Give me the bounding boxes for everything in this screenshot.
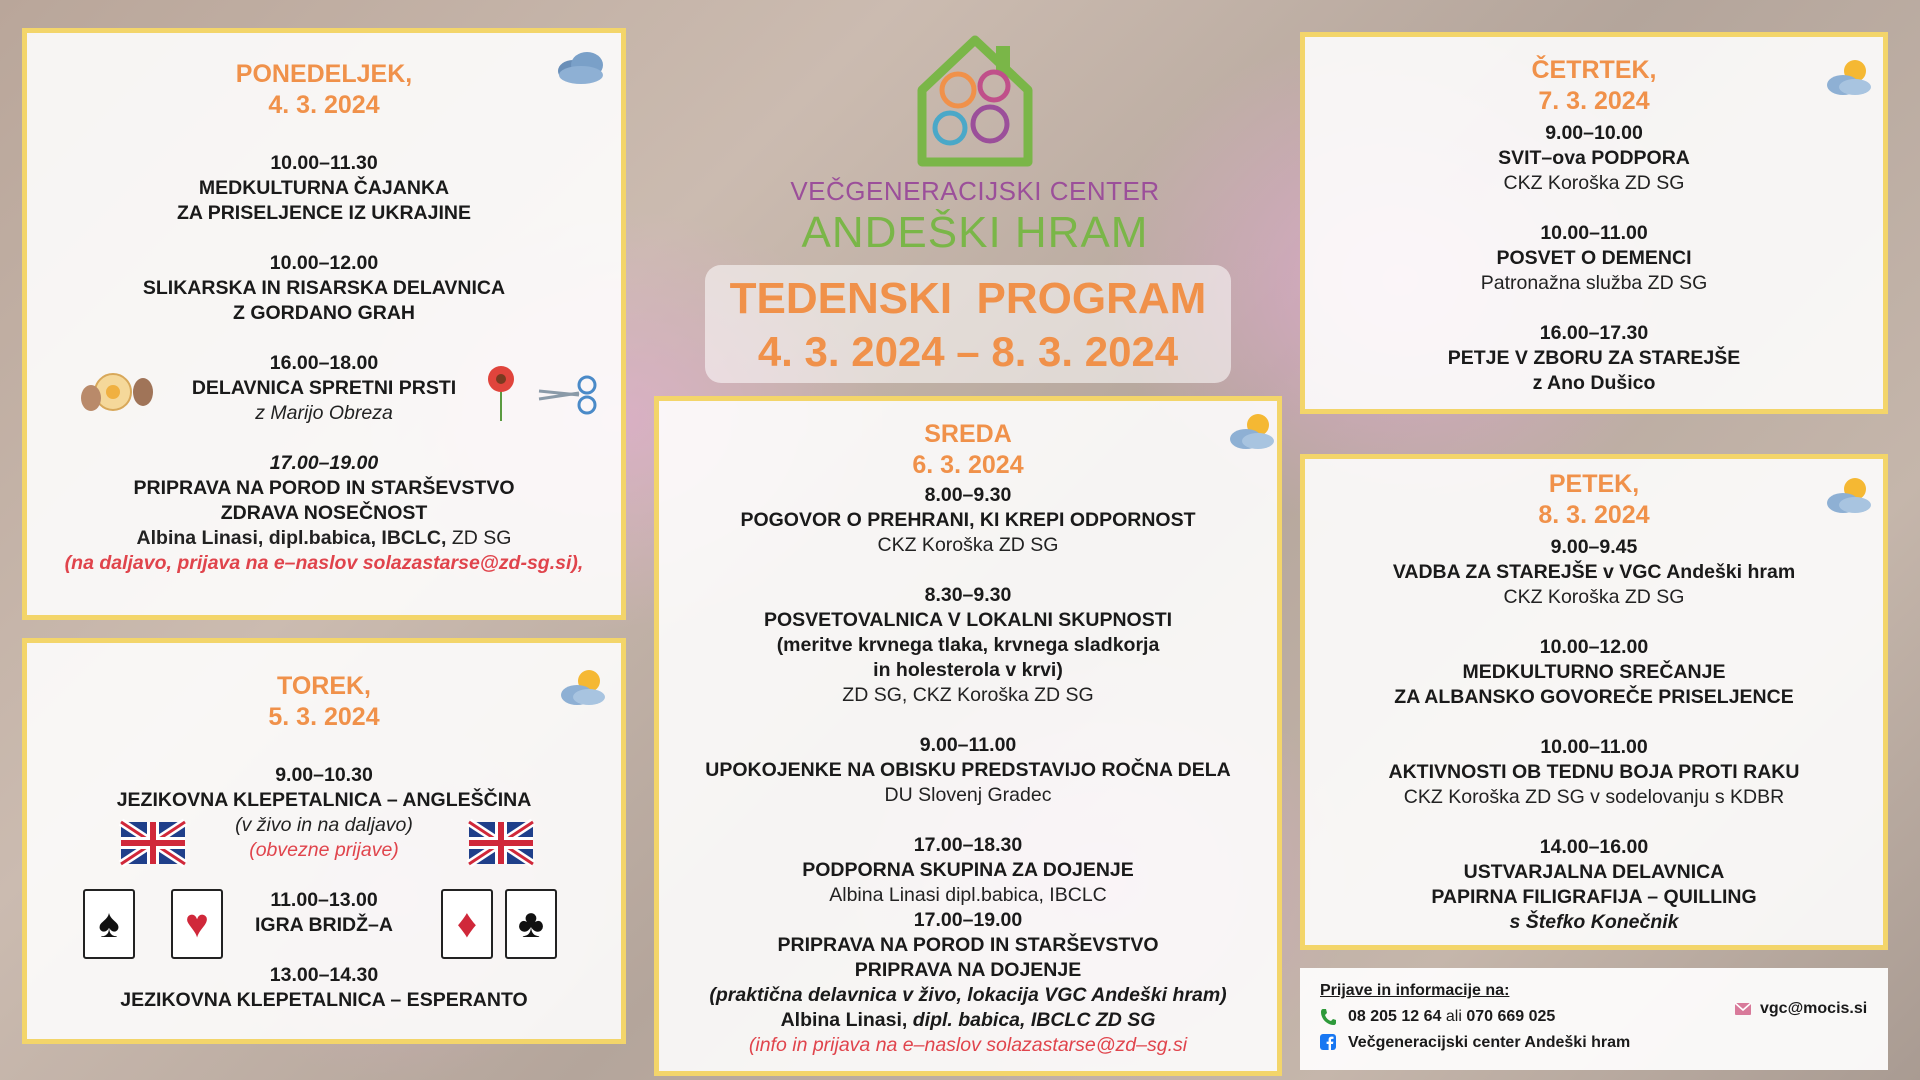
event-time: 10.00–12.00 (1539, 636, 1649, 658)
event-host: Albina Linasi dipl.babica, IBCLC (829, 884, 1107, 906)
event-title: Z GORDANO GRAH (233, 302, 415, 324)
facebook-icon (1320, 1034, 1336, 1050)
event-title: POSVETOVALNICA V LOKALNI SKUPNOSTI (763, 609, 1173, 631)
event-title: PRIPRAVA NA DOJENJE (854, 959, 1082, 981)
event-title: PRIPRAVA NA POROD IN STARŠEVSTVO (133, 477, 515, 499)
event-title: PODPORNA SKUPINA ZA DOJENJE (802, 859, 1134, 881)
event-host: Albina Linasi, dipl.babica, IBCLC, (136, 527, 447, 549)
event-title: MEDKULTURNO SREČANJE (1462, 661, 1726, 683)
club-card-icon: ♣ (505, 889, 557, 959)
event-time: 9.00–10.30 (275, 764, 373, 786)
event-time: 8.30–9.30 (924, 584, 1012, 606)
facebook-link[interactable]: Večgeneracijski center Andeški hram (1348, 1034, 1631, 1051)
event-time: 13.00–14.30 (269, 964, 379, 986)
event-host-title: dipl. babica, IBCLC ZD SG (912, 1009, 1156, 1031)
day-title: TOREK, (277, 672, 371, 700)
diamond-card-icon: ♦ (441, 889, 493, 959)
mail-icon (1734, 1002, 1752, 1016)
event-org: Patronažna služba ZD SG (1480, 272, 1708, 294)
event-title: USTVARJALNA DELAVNICA (1463, 861, 1725, 883)
org-name-main: ANDEŠKI HRAM (801, 208, 1149, 257)
event-note: in holesterola v krvi) (873, 659, 1063, 681)
event-title: ZA ALBANSKO GOVOREČE PRISELJENCE (1394, 686, 1794, 708)
event-host: s Štefko Konečnik (1509, 911, 1679, 933)
event-title: MEDKULTURNA ČAJANKA (198, 177, 450, 199)
event-host: z Marijo Obreza (255, 402, 393, 424)
event-host: z Ano Dušico (1532, 372, 1656, 394)
event-title: PETJE V ZBORU ZA STAREJŠE (1447, 347, 1741, 369)
wednesday-panel (654, 396, 1282, 1076)
event-title: JEZIKOVNA KLEPETALNICA – ESPERANTO (120, 989, 528, 1011)
day-title: PONEDELJEK, (235, 60, 413, 88)
day-title: ČETRTEK, (1531, 56, 1657, 84)
event-title: UPOKOJENKE NA OBISKU PREDSTAVIJO ROČNA DELA (705, 759, 1231, 781)
event-title: SVIT–ova PODPORA (1498, 147, 1690, 169)
sun-cloud-icon (555, 665, 611, 709)
event-time: 8.00–9.30 (924, 484, 1012, 506)
sun-cloud-icon (1821, 55, 1877, 99)
heart-card-icon: ♥ (171, 889, 223, 959)
day-title: PETEK, (1548, 470, 1640, 498)
event-time: 10.00–12.00 (269, 252, 379, 274)
day-date: 4. 3. 2024 (268, 91, 380, 119)
phone-number[interactable]: 08 205 12 64 (1348, 1008, 1442, 1025)
day-date: 5. 3. 2024 (268, 703, 380, 731)
event-title: PRIPRAVA NA POROD IN STARŠEVSTVO (777, 934, 1159, 956)
cloud-icon (553, 45, 609, 89)
phone-icon (1320, 1008, 1336, 1026)
house-logo-icon (912, 30, 1038, 168)
hands-craft-icon (79, 368, 159, 418)
program-title: TEDENSKI PROGRAM (729, 274, 1207, 323)
scissors-icon (535, 373, 599, 417)
event-title: IGRA BRIDŽ–A (255, 914, 393, 936)
program-dates: 4. 3. 2024 – 8. 3. 2024 (757, 328, 1179, 375)
day-title: SREDA (924, 420, 1012, 448)
event-title: AKTIVNOSTI OB TEDNU BOJA PROTI RAKU (1388, 761, 1800, 783)
event-time: 14.00–16.00 (1539, 836, 1649, 858)
event-title: ZDRAVA NOSEČNOST (220, 502, 428, 524)
event-org: ZD SG, CKZ Koroška ZD SG (842, 684, 1094, 706)
event-note: (info in prijava na e–naslov solazastarse@zd–sg.si (748, 1034, 1188, 1056)
event-time: 9.00–11.00 (919, 734, 1017, 756)
event-org: DU Slovenj Gradec (884, 784, 1052, 806)
event-title: ZA PRISELJENCE IZ UKRAJINE (177, 202, 471, 224)
event-time: 17.00–18.30 (913, 834, 1023, 856)
event-title: JEZIKOVNA KLEPETALNICA – ANGLEŠČINA (116, 789, 532, 811)
spade-card-icon: ♠ (83, 889, 135, 959)
phone-separator: ali (1441, 1008, 1467, 1025)
event-title: SLIKARSKA IN RISARSKA DELAVNICA (142, 277, 506, 299)
monday-panel (22, 28, 626, 620)
event-time: 9.00–9.45 (1550, 536, 1638, 558)
thursday-panel (1300, 32, 1888, 414)
event-time: 10.00–11.30 (270, 152, 378, 174)
event-title: PAPIRNA FILIGRAFIJA – QUILLING (1431, 886, 1757, 908)
friday-panel (1300, 454, 1888, 950)
event-time: 10.00–11.00 (1540, 736, 1648, 758)
contact-info-box (1300, 968, 1888, 1070)
event-title: POGOVOR O PREHRANI, KI KREPI ODPORNOST (740, 509, 1196, 531)
event-org: CKZ Koroška ZD SG (1503, 586, 1685, 608)
event-note: (na daljavo, prijava na e–naslov solazastarse@zd-sg.si), (64, 552, 584, 574)
phone-number[interactable]: 070 669 025 (1466, 1008, 1556, 1025)
contact-heading: Prijave in informacije na: (1320, 982, 1510, 999)
event-org: CKZ Koroška ZD SG (1503, 172, 1685, 194)
event-org: CKZ Koroška ZD SG v sodelovanju s KDBR (1403, 786, 1785, 808)
event-title: DELAVNICA SPRETNI PRSTI (191, 377, 457, 399)
tuesday-panel (22, 638, 626, 1044)
event-title: POSVET O DEMENCI (1496, 247, 1692, 269)
event-title: VADBA ZA STAREJŠE v VGC Andeški hram (1392, 561, 1796, 583)
event-time: 9.00–10.00 (1545, 122, 1643, 144)
event-note: (praktična delavnica v živo, lokacija VGC Andeški hram) (709, 984, 1227, 1006)
event-note: (v živo in na daljavo) (235, 814, 413, 836)
event-note: (meritve krvnega tlaka, krvnega sladkorja (776, 634, 1160, 656)
uk-flag-icon (119, 818, 187, 868)
day-date: 6. 3. 2024 (912, 451, 1024, 479)
event-org: CKZ Koroška ZD SG (877, 534, 1059, 556)
day-date: 8. 3. 2024 (1538, 501, 1650, 529)
sun-cloud-icon (1224, 409, 1280, 453)
event-org: ZD SG (446, 527, 512, 549)
event-note: (obvezne prijave) (249, 839, 399, 861)
event-time: 17.00–19.00 (913, 909, 1023, 931)
email-link[interactable]: vgc@mocis.si (1760, 1000, 1868, 1017)
event-time: 16.00–17.30 (1539, 322, 1649, 344)
event-time: 10.00–11.00 (1540, 222, 1648, 244)
flower-icon (479, 363, 523, 423)
day-date: 7. 3. 2024 (1538, 87, 1650, 115)
event-host: Albina Linasi, (780, 1009, 913, 1031)
event-time: 17.00–19.00 (269, 452, 379, 474)
program-title-box (705, 265, 1231, 383)
uk-flag-icon (467, 818, 535, 868)
sun-cloud-icon (1821, 473, 1877, 517)
org-name: VEČGENERACIJSKI CENTER (790, 176, 1160, 206)
event-time: 11.00–13.00 (270, 889, 378, 911)
event-time: 16.00–18.00 (269, 352, 379, 374)
